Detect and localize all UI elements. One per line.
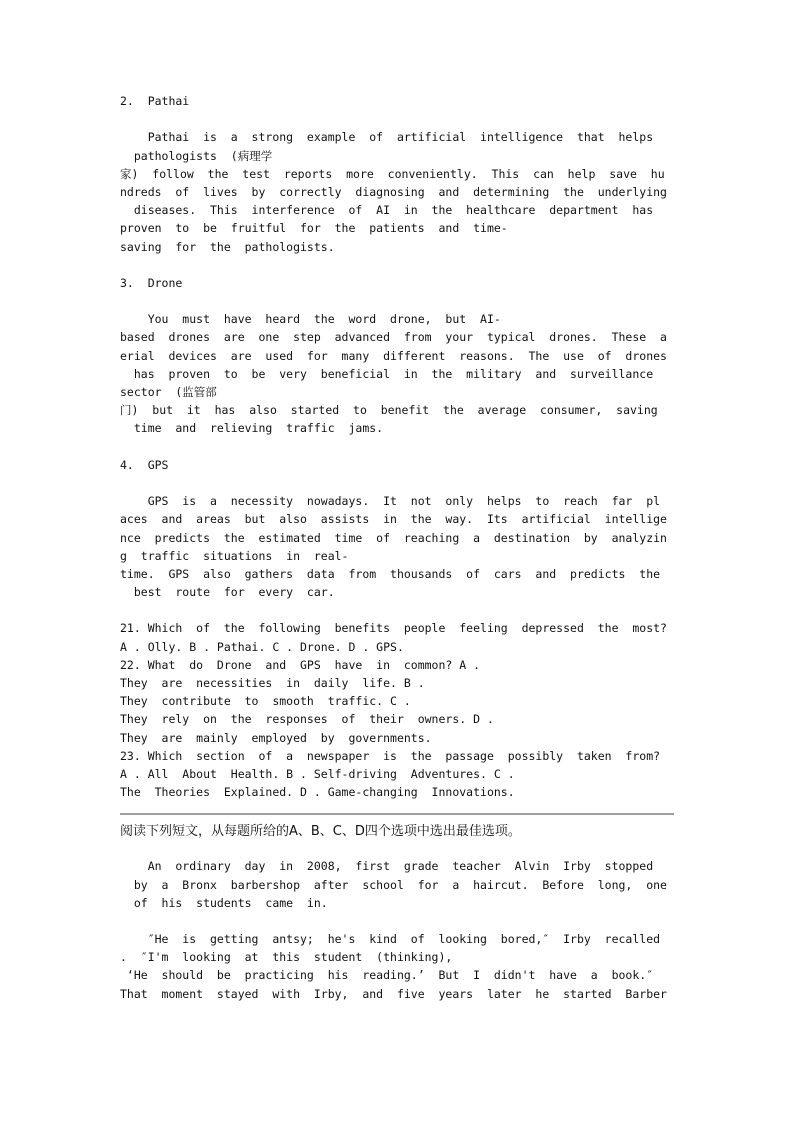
question-23-options: A . All About Health. B . Self-driving Adventures. C . xyxy=(120,766,515,781)
paragraph-line: best route for every car. xyxy=(120,585,335,600)
paragraph-line: 家) follow the test reports more conveniently. This can help save hu xyxy=(120,166,665,181)
paragraph-line: proven to be fruitful for the patients and time- xyxy=(120,221,508,236)
section-divider xyxy=(120,813,674,815)
passage-line: of his students came in. xyxy=(120,895,328,910)
section-heading-drone: 3. Drone xyxy=(120,275,183,290)
passage-line: ‘He should be practicing his reading.’ But I didn't have a book.″ xyxy=(120,968,654,983)
paragraph-line: 门) but it has also started to benefit the average consumer, saving xyxy=(120,403,658,418)
paragraph-line: time. GPS also gathers data from thousands of cars and predicts the xyxy=(120,566,661,581)
paragraph-line: pathologists (病理学 xyxy=(120,148,273,163)
reading-instruction: 阅读下列短文，从每题所给的A、B、C、D四个选项中选出最佳选项。 xyxy=(120,824,521,840)
paragraph-line: aces and areas but also assists in the way. Its artificial intellige xyxy=(120,512,667,527)
question-22-option: They contribute to smooth traffic. C . xyxy=(120,694,411,709)
section-heading-gps: 4. GPS xyxy=(120,457,169,472)
section-heading-pathai: 2. Pathai xyxy=(120,94,190,108)
question-22-option: They rely on the responses of their owners. D . xyxy=(120,712,494,727)
paragraph-line: g traffic situations in real- xyxy=(120,548,349,563)
paragraph-line: saving for the pathologists. xyxy=(120,239,335,254)
paragraph-line: GPS is a necessity nowadays. It not only helps to reach far pl xyxy=(120,494,661,509)
paragraph-line: erial devices are used for many different reasons. The use of drones xyxy=(120,348,667,363)
paragraph-line: nce predicts the estimated time of reaching a destination by analyzin xyxy=(120,530,667,545)
question-23-options: The Theories Explained. D . Game-changing Innovations. xyxy=(120,785,515,800)
passage-line: An ordinary day in 2008, first grade teacher Alvin Irby stopped xyxy=(120,859,654,874)
paragraph-line: diseases. This interference of AI in the healthcare department has xyxy=(120,203,654,218)
question-21-options: A . Olly. B . Pathai. C . Drone. D . GPS. xyxy=(120,639,404,654)
paragraph-line: You must have heard the word drone, but AI- xyxy=(120,312,501,327)
question-22-option: They are necessities in daily life. B . xyxy=(120,676,425,690)
passage-line: . ″I'm looking at this student (thinking), xyxy=(120,950,453,965)
passage-line: ″He is getting antsy; he's kind of looking bored,″ Irby recalled xyxy=(120,932,661,947)
paragraph-line: time and relieving traffic jams. xyxy=(120,421,384,436)
passage-line: That moment stayed with Irby, and five years later he started Barber xyxy=(120,986,667,1001)
paragraph-line: has proven to be very beneficial in the military and surveillance xyxy=(120,366,654,381)
question-22: 22. What do Drone and GPS have in common? A . xyxy=(120,657,481,672)
paragraph-line: based drones are one step advanced from your typical drones. These a xyxy=(120,330,667,345)
paragraph-line: Pathai is a strong example of artificial intelligence that helps xyxy=(120,130,654,145)
paragraph-line: sector (监管部 xyxy=(120,385,217,399)
question-21: 21. Which of the following benefits people feeling depressed the most? xyxy=(120,621,667,636)
paragraph-line: ndreds of lives by correctly diagnosing and determining the underlying xyxy=(120,184,667,199)
passage-line: by a Bronx barbershop after school for a haircut. Before long, one xyxy=(120,877,667,892)
question-23: 23. Which section of a newspaper is the passage possibly taken from? xyxy=(120,748,661,763)
question-22-option: They are mainly employed by governments. xyxy=(120,730,432,745)
document-page xyxy=(120,92,674,1003)
